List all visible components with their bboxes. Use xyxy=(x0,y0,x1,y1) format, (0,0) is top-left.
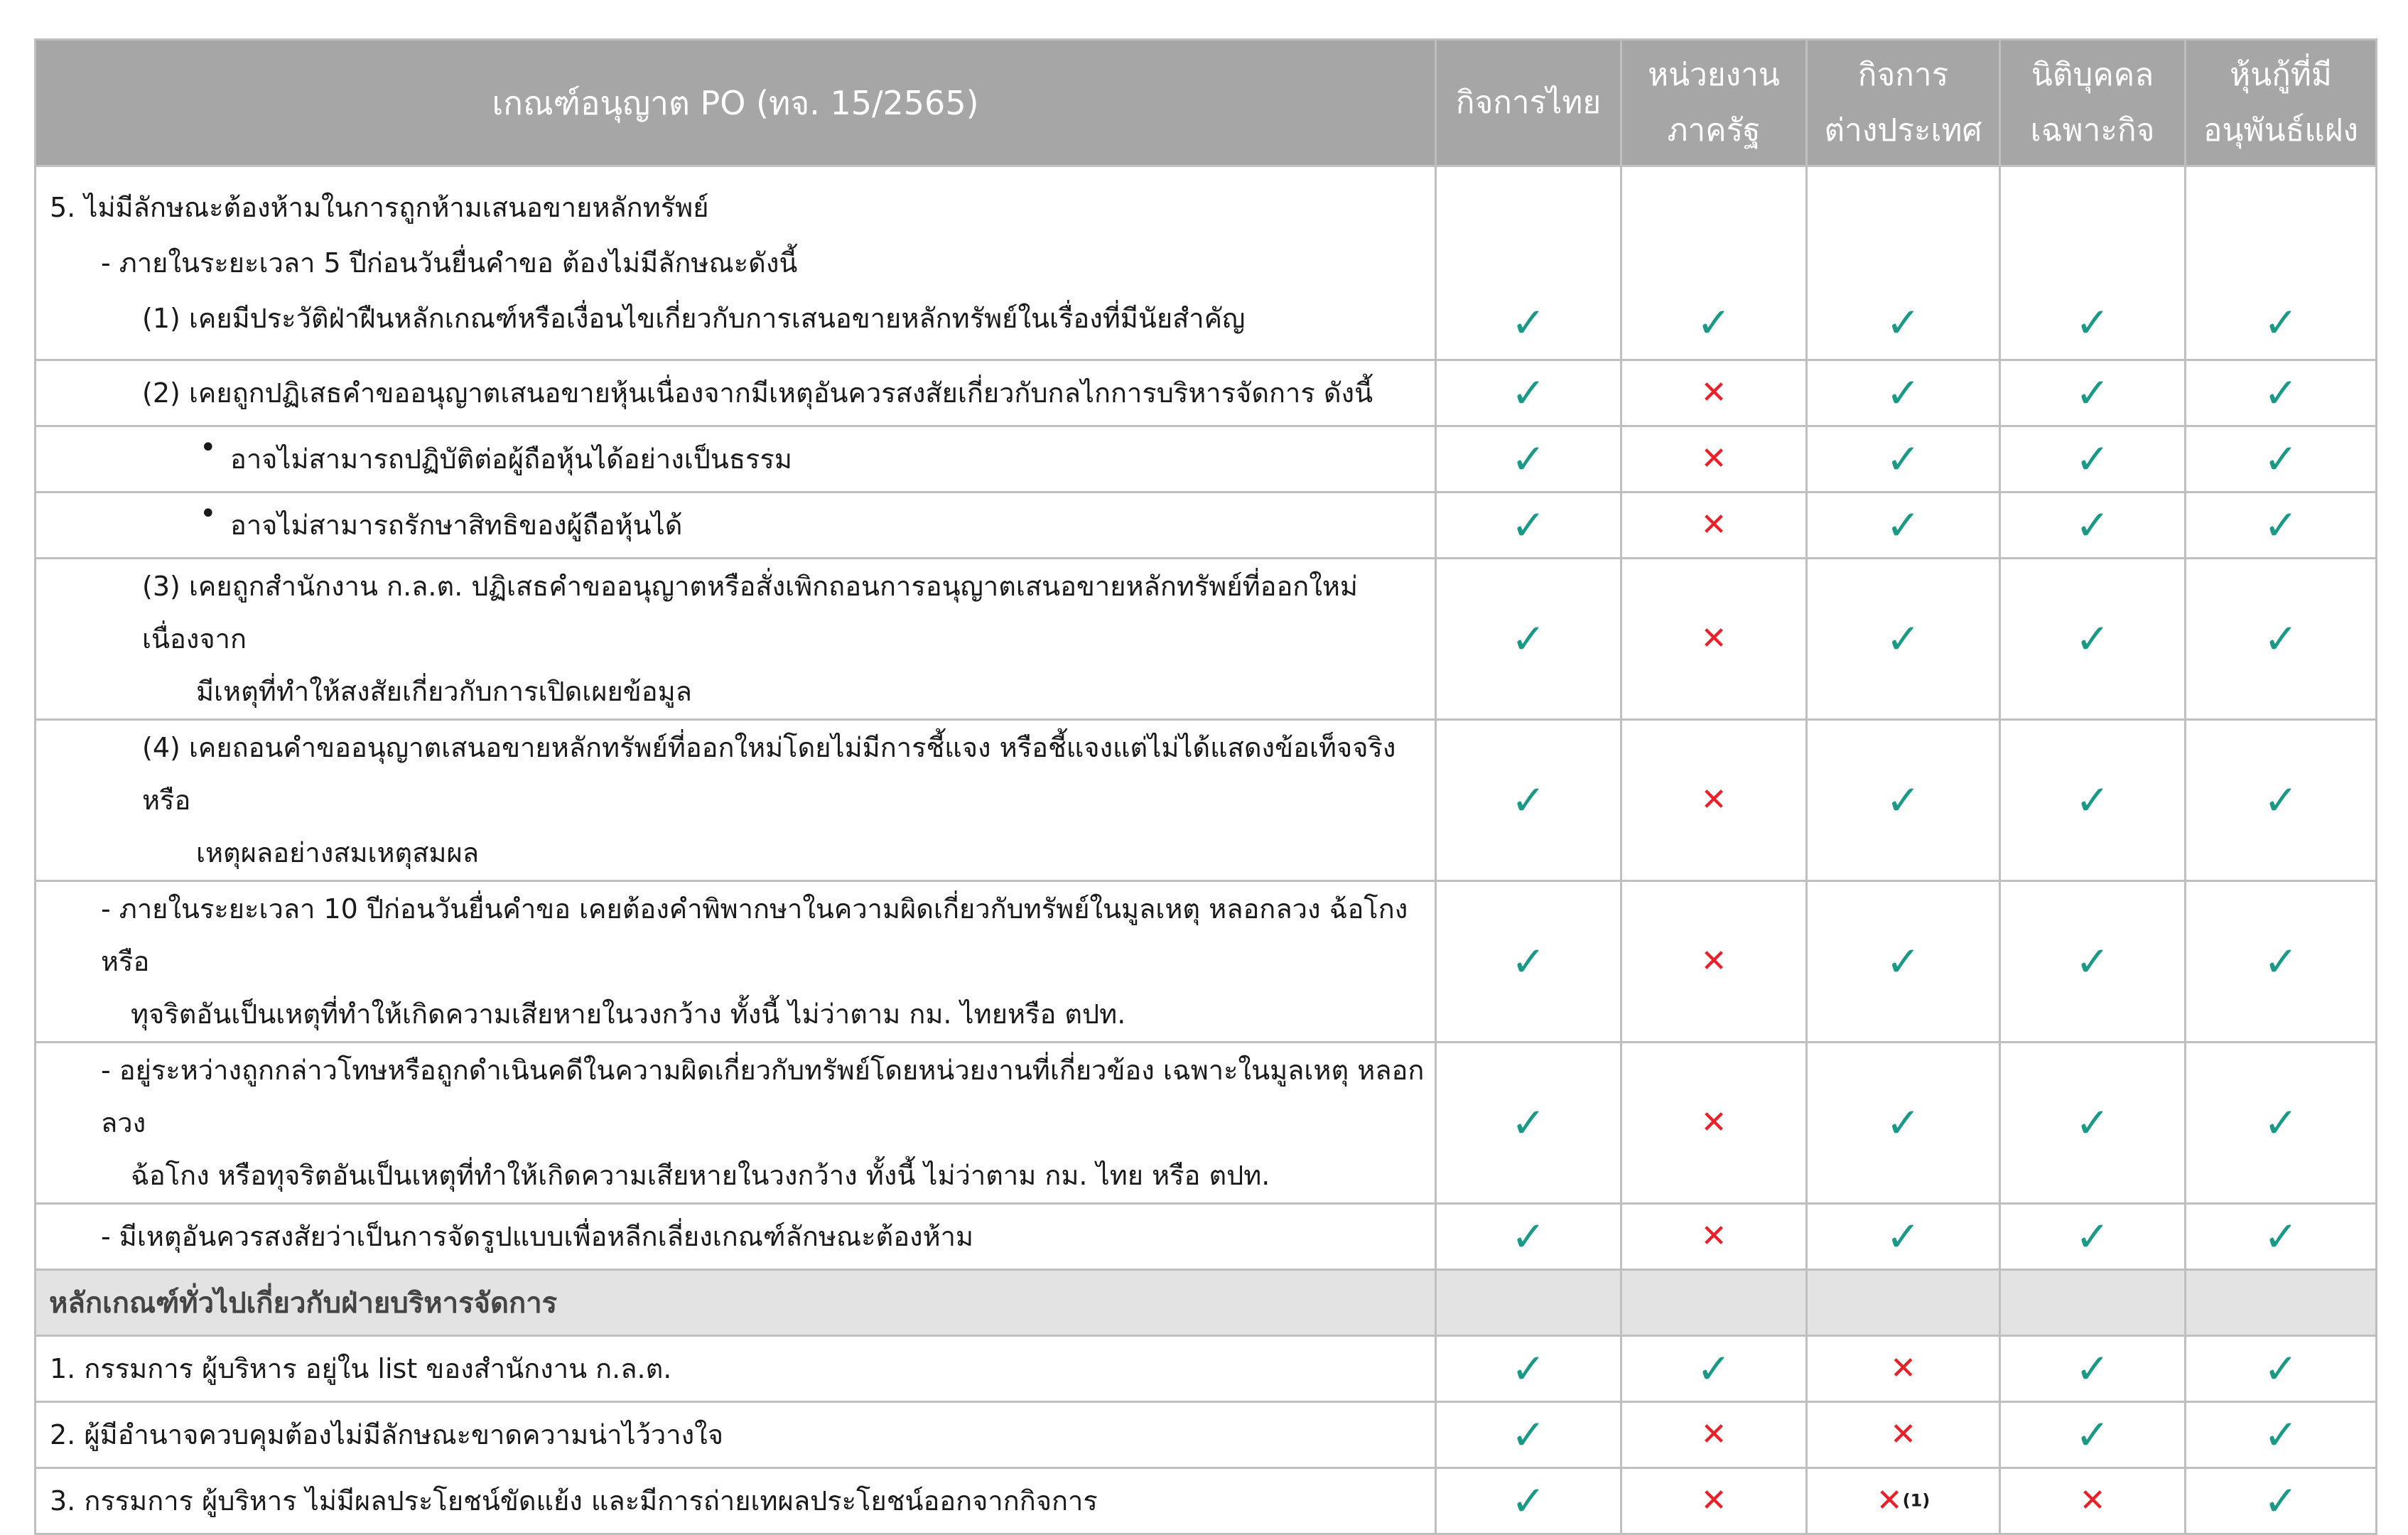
check-icon: ✓ xyxy=(1886,435,1921,483)
table-row xyxy=(36,1468,2377,1534)
check-icon: ✓ xyxy=(2263,501,2299,549)
cross-icon: ✕ xyxy=(1700,1218,1727,1254)
criteria-cell: (4) เคยถอนคำขออนุญาตเสนอขายหลักทรัพย์ที่ออกใหม่โดยไม่มีการชี้แจง หรือชี้แจงแต่ไม่ได้แสดงข้อเท็จจริง หรือ เหตุผลอย่างสมเหตุสมผล xyxy=(36,720,1436,881)
header-criteria: เกณฑ์อนุญาต PO (ทจ. 15/2565) xyxy=(36,40,1436,166)
table-row xyxy=(36,720,2377,881)
table-row xyxy=(36,360,2377,426)
check-icon: ✓ xyxy=(1511,1099,1546,1147)
check-icon: ✓ xyxy=(2075,1212,2110,1261)
footnote-marker: (1) xyxy=(1902,1490,1931,1511)
header-foreign-company: กิจการ ต่างประเทศ xyxy=(1807,40,2000,166)
check-icon: ✓ xyxy=(2075,937,2110,986)
cross-icon: ✕ xyxy=(2079,1482,2106,1519)
section-row xyxy=(36,1270,2377,1336)
check-icon: ✓ xyxy=(2075,298,2110,347)
header-special-purpose-vehicle: นิติบุคคล เฉพาะกิจ xyxy=(2000,40,2186,166)
cross-icon: ✕ xyxy=(1700,507,1727,543)
table-row xyxy=(36,559,2377,720)
cross-icon: ✕ xyxy=(1700,375,1727,411)
check-icon: ✓ xyxy=(2263,1345,2299,1393)
criteria-cell: (2) เคยถูกปฏิเสธคำขออนุญาตเสนอขายหุ้นเนื่องจากมีเหตุอันควรสงสัยเกี่ยวกับกลไกการบริหารจัดการ ดังนี้ xyxy=(36,360,1436,426)
criteria-cell: 3. กรรมการ ผู้บริหาร ไม่มีผลประโยชน์ขัดแย้ง และมีการถ่ายเทผลประโยชน์ออกจากกิจการ xyxy=(36,1468,1436,1534)
criteria-table xyxy=(34,38,2377,1535)
header-government-agency: หน่วยงาน ภาครัฐ xyxy=(1621,40,1807,166)
criteria-cell xyxy=(36,166,1436,360)
cross-icon: ✕ xyxy=(1700,1104,1727,1141)
check-icon: ✓ xyxy=(1511,435,1546,483)
check-icon: ✓ xyxy=(1511,1212,1546,1261)
check-icon: ✓ xyxy=(2075,776,2110,824)
check-icon: ✓ xyxy=(1886,776,1921,824)
check-icon: ✓ xyxy=(1511,1477,1546,1525)
table-row xyxy=(36,1402,2377,1468)
criteria-cell: (3) เคยถูกสำนักงาน ก.ล.ต. ปฏิเสธคำขออนุญาตหรือสั่งเพิกถอนการอนุญาตเสนอขายหลักทรัพย์ที่ออกใหม่ เนื่องจาก มีเหตุที่ทำให้สงสัยเกี่ยวกับการเปิดเผยข้อมูล xyxy=(36,559,1436,720)
cross-icon: ✕ xyxy=(1890,1416,1916,1453)
criteria-cell: 2. ผู้มีอำนาจควบคุมต้องไม่มีลักษณะขาดความน่าไว้วางใจ xyxy=(36,1402,1436,1468)
check-icon: ✓ xyxy=(2075,615,2110,663)
check-icon: ✓ xyxy=(2263,435,2299,483)
check-icon: ✓ xyxy=(1511,369,1546,417)
check-icon: ✓ xyxy=(1511,298,1546,347)
check-icon: ✓ xyxy=(2075,1345,2110,1393)
bullet-icon: • xyxy=(200,431,217,464)
header-structured-note: หุ้นกู้ที่มี อนุพันธ์แฝง xyxy=(2186,40,2377,166)
check-icon: ✓ xyxy=(1886,1099,1921,1147)
check-icon: ✓ xyxy=(2263,1212,2299,1261)
check-icon: ✓ xyxy=(2263,1477,2299,1525)
check-icon: ✓ xyxy=(2263,776,2299,824)
check-icon: ✓ xyxy=(1511,1345,1546,1393)
check-icon: ✓ xyxy=(2263,298,2299,347)
cross-icon: ✕ xyxy=(1876,1482,1903,1519)
cross-icon: ✕ xyxy=(1700,441,1727,477)
criteria-cell: - มีเหตุอันควรสงสัยว่าเป็นการจัดรูปแบบเพื่อหลีกเลี่ยงเกณฑ์ลักษณะต้องห้าม xyxy=(36,1204,1436,1270)
check-icon: ✓ xyxy=(2075,501,2110,549)
criteria-subitem: (1) เคยมีประวัติฝ่าฝืนหลักเกณฑ์หรือเงื่อนไขเกี่ยวกับการเสนอขายหลักทรัพย์ในเรื่องที่มีนัยสำคัญ xyxy=(142,303,1246,334)
criteria-cell: • อาจไม่สามารถปฏิบัติต่อผู้ถือหุ้นได้อย่างเป็นธรรม xyxy=(36,426,1436,492)
check-icon: ✓ xyxy=(2263,937,2299,986)
check-icon: ✓ xyxy=(1511,776,1546,824)
cross-icon: ✕ xyxy=(1700,1416,1727,1453)
cross-icon: ✕ xyxy=(1700,782,1727,818)
header-thai-company: กิจการไทย xyxy=(1436,40,1621,166)
cross-icon: ✕ xyxy=(1700,943,1727,979)
check-icon: ✓ xyxy=(1886,937,1921,986)
check-icon: ✓ xyxy=(1696,1345,1732,1393)
table-row xyxy=(36,492,2377,559)
check-icon: ✓ xyxy=(2263,1099,2299,1147)
criteria-heading: 5. ไม่มีลักษณะต้องห้ามในการถูกห้ามเสนอขายหลักทรัพย์ xyxy=(50,192,709,223)
check-icon: ✓ xyxy=(2263,615,2299,663)
check-icon: ✓ xyxy=(1886,615,1921,663)
check-icon: ✓ xyxy=(2263,1411,2299,1459)
check-icon: ✓ xyxy=(1511,501,1546,549)
criteria-cell: - ภายในระยะเวลา 10 ปีก่อนวันยื่นคำขอ เคยต้องคำพิพากษาในความผิดเกี่ยวกับทรัพย์ในมูลเหตุ หลอกลวง ฉ้อโกง หรือ ทุจริตอันเป็นเหตุที่ทำให้เกิดความเสียหายในวงกว้าง ทั้งนี้ ไม่ว่าตาม กม. ไทยหรือ ตปท. xyxy=(36,881,1436,1043)
table-row xyxy=(36,426,2377,492)
check-icon: ✓ xyxy=(1886,298,1921,347)
check-icon: ✓ xyxy=(2075,369,2110,417)
criteria-cell: • อาจไม่สามารถรักษาสิทธิของผู้ถือหุ้นได้ xyxy=(36,492,1436,559)
check-icon: ✓ xyxy=(1886,1212,1921,1261)
cross-icon: ✕ xyxy=(1700,620,1727,657)
check-icon: ✓ xyxy=(1511,937,1546,986)
check-icon: ✓ xyxy=(1696,298,1732,347)
cross-icon: ✕ xyxy=(1890,1350,1916,1386)
criteria-cell: 1. กรรมการ ผู้บริหาร อยู่ใน list ของสำนักงาน ก.ล.ต. xyxy=(36,1336,1436,1402)
table-row xyxy=(36,166,2377,360)
section-title: หลักเกณฑ์ทั่วไปเกี่ยวกับฝ่ายบริหารจัดการ xyxy=(36,1270,1436,1336)
table-row xyxy=(36,1043,2377,1204)
check-icon: ✓ xyxy=(2075,1411,2110,1459)
check-icon: ✓ xyxy=(1886,369,1921,417)
header-row xyxy=(36,40,2377,166)
check-icon: ✓ xyxy=(1886,501,1921,549)
table-row xyxy=(36,1336,2377,1402)
check-icon: ✓ xyxy=(1511,615,1546,663)
criteria-subitem: - ภายในระยะเวลา 5 ปีก่อนวันยื่นคำขอ ต้องไม่มีลักษณะดังนี้ xyxy=(101,247,798,279)
table-row xyxy=(36,881,2377,1043)
cross-icon: ✕ xyxy=(1700,1482,1727,1519)
check-icon: ✓ xyxy=(2075,1099,2110,1147)
check-icon: ✓ xyxy=(2263,369,2299,417)
table-row xyxy=(36,1204,2377,1270)
check-icon: ✓ xyxy=(2075,435,2110,483)
criteria-cell: - อยู่ระหว่างถูกกล่าวโทษหรือถูกดำเนินคดีในความผิดเกี่ยวกับทรัพย์โดยหน่วยงานที่เกี่ยวข้อง เฉพาะในมูลเหตุ หลอกลวง ฉ้อโกง หรือทุจริตอันเป็นเหตุที่ทำให้เกิดความเสียหายในวงกว้าง ทั้งนี้ ไม่ว่าตาม กม. ไทย หรือ ตปท. xyxy=(36,1043,1436,1204)
bullet-icon: • xyxy=(200,497,217,530)
check-icon: ✓ xyxy=(1511,1411,1546,1459)
